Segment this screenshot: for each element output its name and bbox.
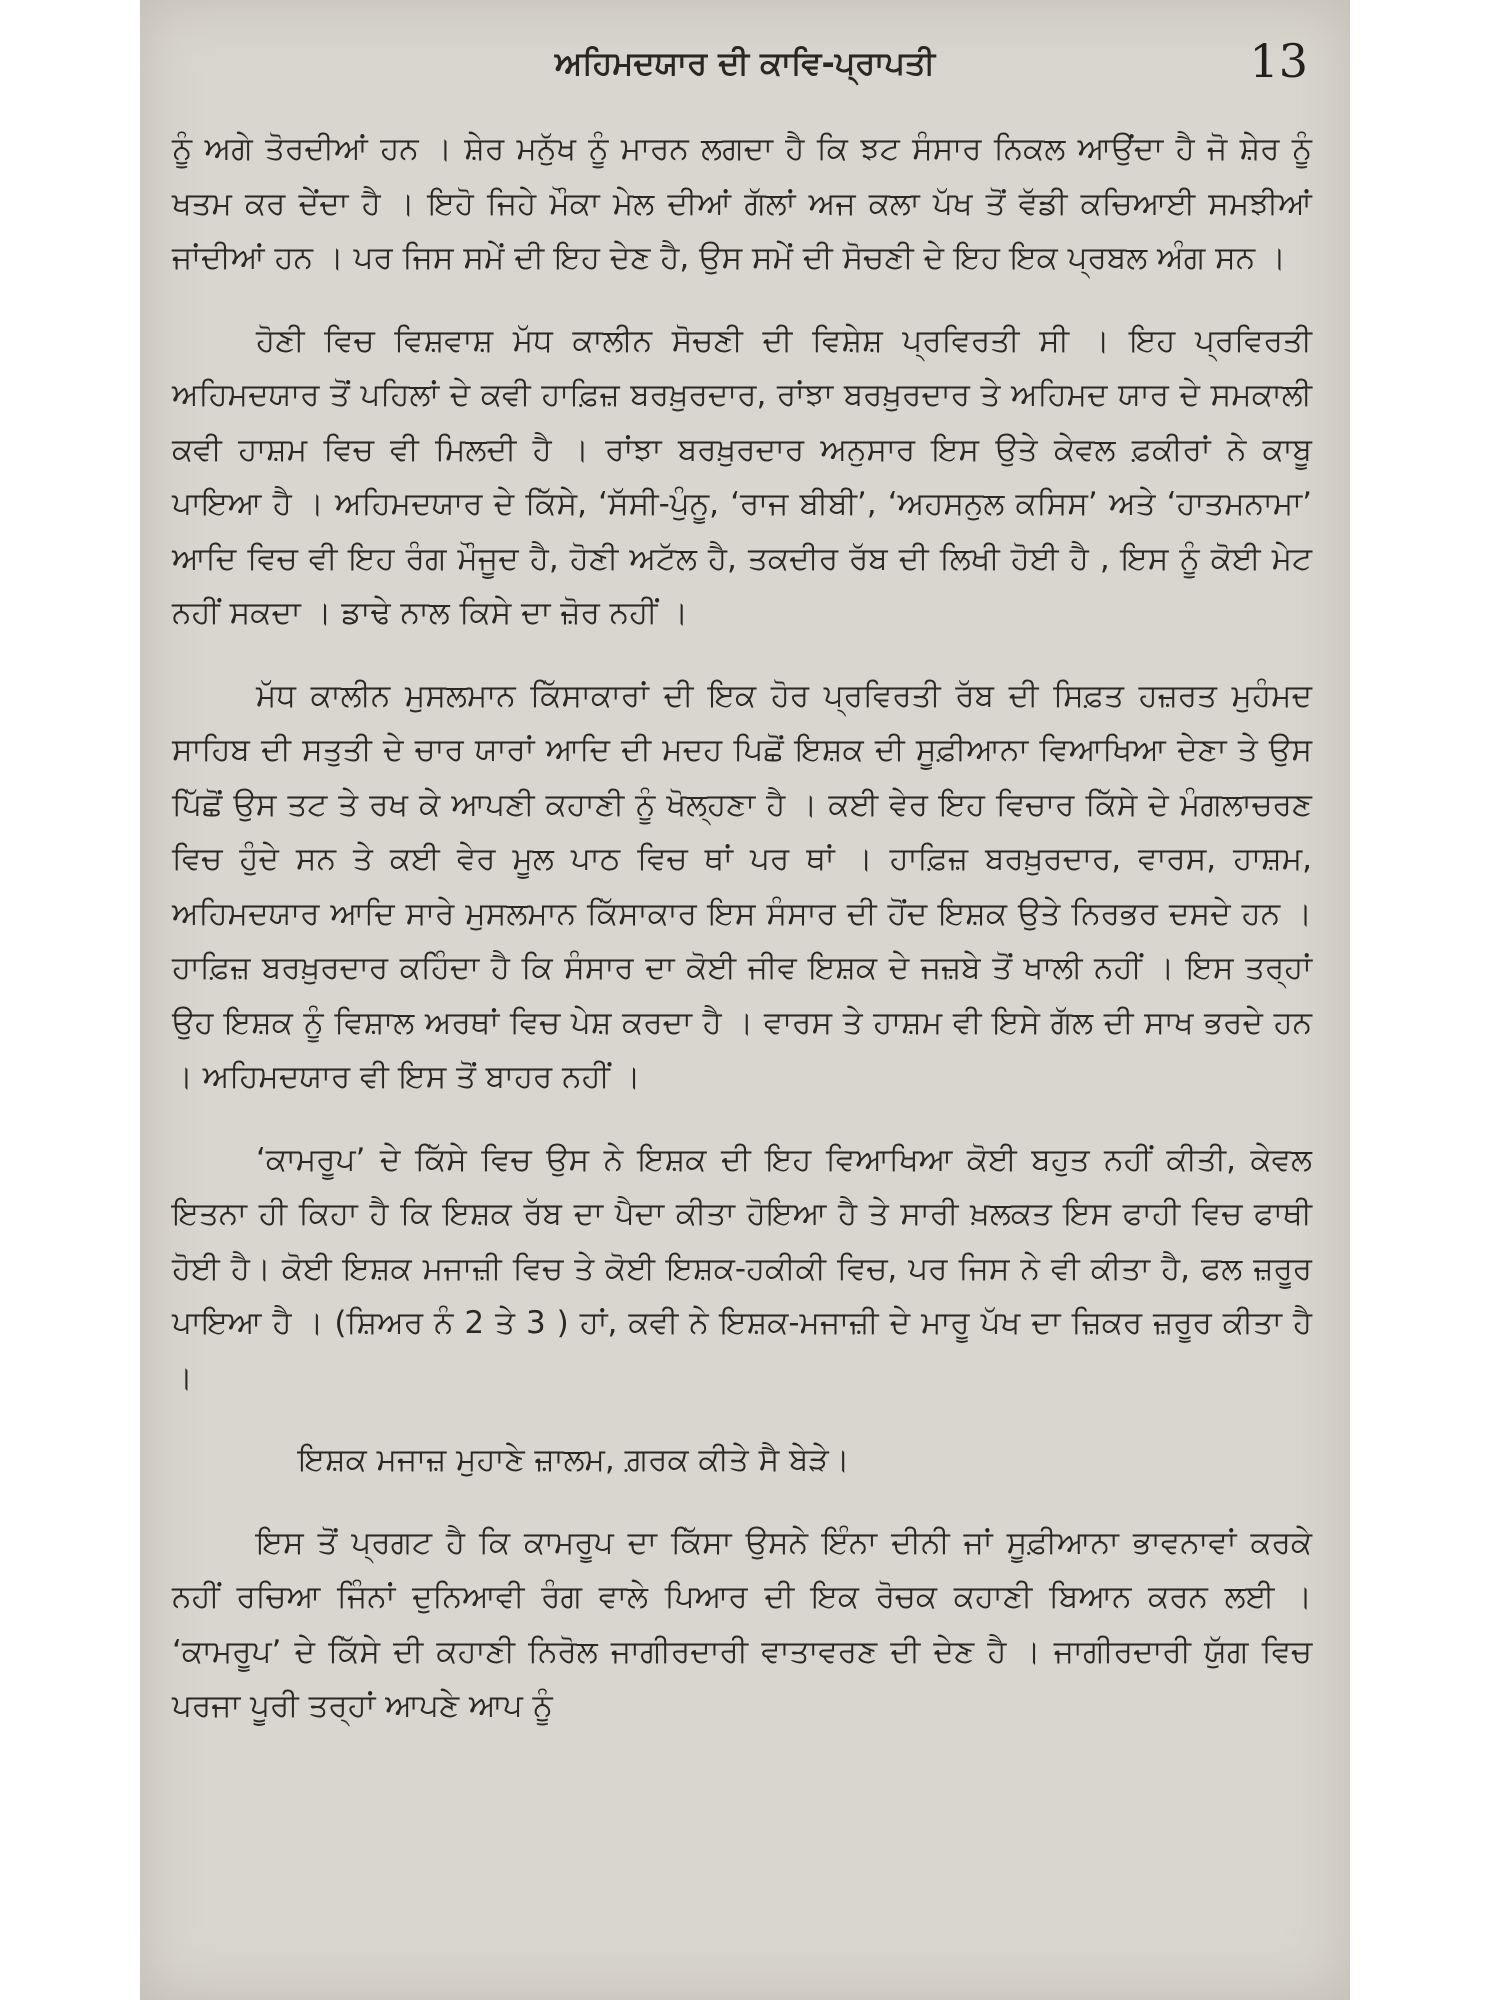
paragraph-1: ਨੂੰ ਅਗੇ ਤੋਰਦੀਆਂ ਹਨ । ਸ਼ੇਰ ਮਨੁੱਖ ਨੂੰ ਮਾਰਨ ਲਗਦਾ ਹੈ ਕਿ ਝਟ ਸੰਸਾਰ ਨਿਕਲ ਆਉਂਦਾ ਹੈ ਜੋ ਸ਼ੇਰ ਨੂੰ ਖਤਮ ਕਰ ਦੇਂਦਾ ਹੈ । ਇਹੋ ਜਿਹੇ ਮੌਕਾ ਮੇਲ ਦੀਆਂ ਗੱਲਾਂ ਅਜ ਕਲਾ ਪੱਖ ਤੋਂ ਵੱਡੀ ਕਚਿਆਈ ਸਮਝੀਆਂ ਜਾਂਦੀਆਂ ਹਨ । ਪਰ ਜਿਸ ਸਮੇਂ ਦੀ ਇਹ ਦੇਣ ਹੈ, ਉਸ ਸਮੇਂ ਦੀ ਸੋਚਣੀ ਦੇ ਇਹ ਇਕ ਪ੍ਰਬਲ ਅੰਗ ਸਨ । [172, 131, 1312, 276]
paragraph-3: ਮੱਧ ਕਾਲੀਨ ਮੁਸਲਮਾਨ ਕਿੱਸਾਕਾਰਾਂ ਦੀ ਇਕ ਹੋਰ ਪ੍ਰਵਿਰਤੀ ਰੱਬ ਦੀ ਸਿਫ਼ਤ ਹਜ਼ਰਤ ਮੁਹੰਮਦ ਸਾਹਿਬ ਦੀ ਸਤੁਤੀ ਦੇ ਚਾਰ ਯਾਰਾਂ ਆਦਿ ਦੀ ਮਦਹ ਪਿਛੋਂ ਇਸ਼ਕ ਦੀ ਸੂਫ਼ੀਆਨਾ ਵਿਆਖਿਆ ਦੇਣਾ ਤੇ ਉਸ ਪਿੱਛੋਂ ਉਸ ਤਟ ਤੇ ਰਖ ਕੇ ਆਪਣੀ ਕਹਾਣੀ ਨੂੰ ਖੋਲ੍ਹਣਾ ਹੈ । ਕਈ ਵੇਰ ਇਹ ਵਿਚਾਰ ਕਿੱਸੇ ਦੇ ਮੰਗਲਾਚਰਣ ਵਿਚ ਹੁੰਦੇ ਸਨ ਤੇ ਕਈ ਵੇਰ ਮੂਲ ਪਾਠ ਵਿਚ ਥਾਂ ਪਰ ਥਾਂ । ਹਾਫ਼ਿਜ਼ ਬਰਖ਼ੁਰਦਾਰ, ਵਾਰਸ, ਹਾਸ਼ਮ, ਅਹਿਮਦਯਾਰ ਆਦਿ ਸਾਰੇ ਮੁਸਲਮਾਨ ਕਿੱਸਾਕਾਰ ਇਸ ਸੰਸਾਰ ਦੀ ਹੋਂਦ ਇਸ਼ਕ ਉਤੇ ਨਿਰਭਰ ਦਸਦੇ ਹਨ । ਹਾਫ਼ਿਜ਼ ਬਰਖ਼ੁਰਦਾਰ ਕਹਿੰਦਾ ਹੈ ਕਿ ਸੰਸਾਰ ਦਾ ਕੋਈ ਜੀਵ ਇਸ਼ਕ ਦੇ ਜਜ਼ਬੇ ਤੋਂ ਖਾਲੀ ਨਹੀਂ । ਇਸ ਤਰ੍ਹਾਂ ਉਹ ਇਸ਼ਕ ਨੂੰ ਵਿਸ਼ਾਲ ਅਰਥਾਂ ਵਿਚ ਪੇਸ਼ ਕਰਦਾ ਹੈ । ਵਾਰਸ ਤੇ ਹਾਸ਼ਮ ਵੀ ਇਸੇ ਗੱਲ ਦੀ ਸਾਖ ਭਰਦੇ ਹਨ । ਅਹਿਮਦਯਾਰ ਵੀ ਇਸ ਤੋਂ ਬਾਹਰ ਨਹੀਂ । [172, 677, 1312, 1095]
paragraph-5: ਇਸ ਤੋਂ ਪ੍ਰਗਟ ਹੈ ਕਿ ਕਾਮਰੂਪ ਦਾ ਕਿੱਸਾ ਉਸਨੇ ਇੰਨਾ ਦੀਨੀ ਜਾਂ ਸੂਫ਼ੀਆਨਾ ਭਾਵਨਾਵਾਂ ਕਰਕੇ ਨਹੀਂ ਰਚਿਆ ਜਿੰਨਾਂ ਦੁਨਿਆਵੀ ਰੰਗ ਵਾਲੇ ਪਿਆਰ ਦੀ ਇਕ ਰੋਚਕ ਕਹਾਣੀ ਬਿਆਨ ਕਰਨ ਲਈ । ‘ਕਾਮਰੂਪ’ ਦੇ ਕਿੱਸੇ ਦੀ ਕਹਾਣੀ ਨਿਰੋਲ ਜਾਗੀਰਦਾਰੀ ਵਾਤਾਵਰਣ ਦੀ ਦੇਣ ਹੈ । ਜਾਗੀਰਦਾਰੀ ਯੁੱਗ ਵਿਚ ਪਰਜਾ ਪੂਰੀ ਤਰ੍ਹਾਂ ਆਪਣੇ ਆਪ ਨੂੰ [172, 1524, 1312, 1724]
page-header [140, 34, 1350, 94]
book-page [140, 0, 1350, 2000]
paragraph-2: ਹੋਣੀ ਵਿਚ ਵਿਸ਼ਵਾਸ਼ ਮੱਧ ਕਾਲੀਨ ਸੋਚਣੀ ਦੀ ਵਿਸ਼ੇਸ਼ ਪ੍ਰਵਿਰਤੀ ਸੀ । ਇਹ ਪ੍ਰਵਿਰਤੀ ਅਹਿਮਦਯਾਰ ਤੋਂ ਪਹਿਲਾਂ ਦੇ ਕਵੀ ਹਾਫ਼ਿਜ਼ ਬਰਖ਼ੁਰਦਾਰ, ਰਾਂਝਾ ਬਰਖ਼ੁਰਦਾਰ ਤੇ ਅਹਿਮਦ ਯਾਰ ਦੇ ਸਮਕਾਲੀ ਕਵੀ ਹਾਸ਼ਮ ਵਿਚ ਵੀ ਮਿਲਦੀ ਹੈ । ਰਾਂਝਾ ਬਰਖ਼ੁਰਦਾਰ ਅਨੁਸਾਰ ਇਸ ਉਤੇ ਕੇਵਲ ਫ਼ਕੀਰਾਂ ਨੇ ਕਾਬੂ ਪਾਇਆ ਹੈ । ਅਹਿਮਦਯਾਰ ਦੇ ਕਿੱਸੇ, ‘ਸੱਸੀ-ਪੁੰਨੂ, ‘ਰਾਜ ਬੀਬੀ’, ‘ਅਹਸਨੁਲ ਕਸਿਸ’ ਅਤੇ ‘ਹਾਤਮਨਾਮਾ’ ਆਦਿ ਵਿਚ ਵੀ ਇਹ ਰੰਗ ਮੌਜੂਦ ਹੈ, ਹੋਣੀ ਅਟੱਲ ਹੈ, ਤਕਦੀਰ ਰੱਬ ਦੀ ਲਿਖੀ ਹੋਈ ਹੈ , ਇਸ ਨੂੰ ਕੋਈ ਮੇਟ ਨਹੀਂ ਸਕਦਾ । ਡਾਢੇ ਨਾਲ ਕਿਸੇ ਦਾ ਜ਼ੋਰ ਨਹੀਂ । [172, 322, 1312, 631]
verse-quote: ਇਸ਼ਕ ਮਜਾਜ਼ ਮੁਹਾਣੇ ਜ਼ਾਲਮ, ਗ਼ਰਕ ਕੀਤੇ ਸੈ ਬੇੜੇ। [298, 1442, 850, 1478]
body-text [172, 122, 1312, 1762]
paragraph-4: ‘ਕਾਮਰੂਪ’ ਦੇ ਕਿੱਸੇ ਵਿਚ ਉਸ ਨੇ ਇਸ਼ਕ ਦੀ ਇਹ ਵਿਆਖਿਆ ਕੋਈ ਬਹੁਤ ਨਹੀਂ ਕੀਤੀ, ਕੇਵਲ ਇਤਨਾ ਹੀ ਕਿਹਾ ਹੈ ਕਿ ਇਸ਼ਕ ਰੱਬ ਦਾ ਪੈਦਾ ਕੀਤਾ ਹੋਇਆ ਹੈ ਤੇ ਸਾਰੀ ਖ਼ਲਕਤ ਇਸ ਫਾਹੀ ਵਿਚ ਫਾਥੀ ਹੋਈ ਹੈ। ਕੋਈ ਇਸ਼ਕ ਮਜਾਜ਼ੀ ਵਿਚ ਤੇ ਕੋਈ ਇਸ਼ਕ-ਹਕੀਕੀ ਵਿਚ, ਪਰ ਜਿਸ ਨੇ ਵੀ ਕੀਤਾ ਹੈ, ਫਲ ਜ਼ਰੂਰ ਪਾਇਆ ਹੈ । (ਸ਼ਿਅਰ ਨੰ 2 ਤੇ 3 ) ਹਾਂ, ਕਵੀ ਨੇ ਇਸ਼ਕ-ਮਜਾਜ਼ੀ ਦੇ ਮਾਰੂ ਪੱਖ ਦਾ ਜ਼ਿਕਰ ਜ਼ਰੂਰ ਕੀਤਾ ਹੈ । [172, 1141, 1312, 1396]
page-number: 13 [1249, 34, 1308, 88]
running-title: ਅਹਿਮਦਯਾਰ ਦੀ ਕਾਵਿ-ਪ੍ਰਾਪਤੀ [554, 44, 936, 82]
